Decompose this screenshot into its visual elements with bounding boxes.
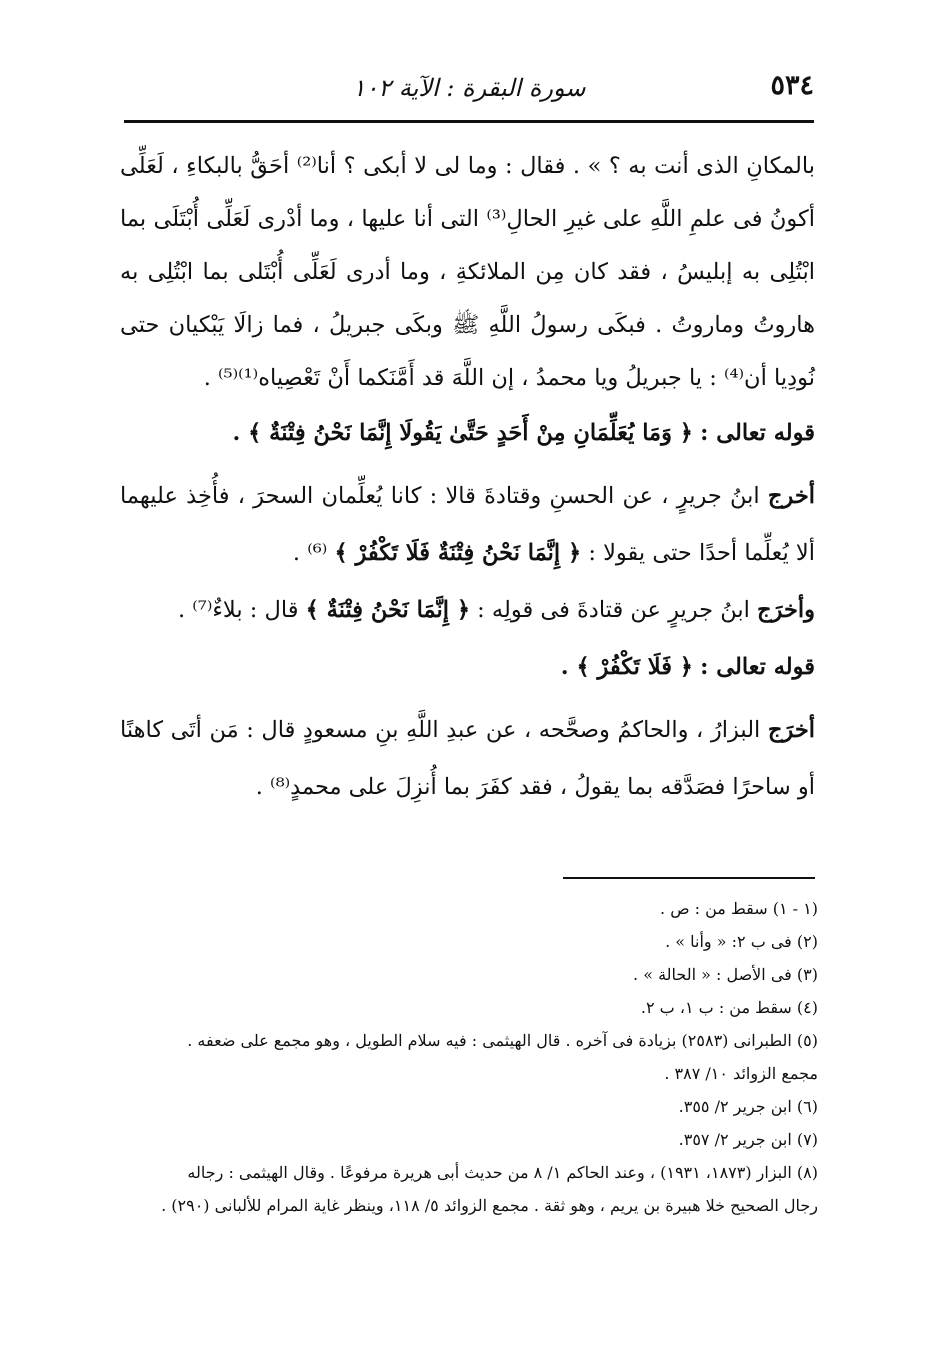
quran-verse: ﴿ إِنَّمَا نَحْنُ فِتْنَةٌ ﴾ bbox=[305, 597, 471, 623]
footnote-line: (٨) البزار (١٨٧٣، ١٩٣١) ، وعند الحاكم ١/ ٨ من حديث أبى هريرة مرفوعًا . وقال الهيثمى : رجاله bbox=[187, 1163, 818, 1182]
paragraph-text: البزارُ ، والحاكمُ وصحَّحه ، عن عبدِ اللَّهِ بنِ مسعودٍ قال : مَن أتَى كاهنًا أو ساحرًا فصَدَّقه بما يقولُ ، فقد كفَرَ بما أُنزِلَ على محمدٍ⁽⁸⁾ . bbox=[120, 717, 815, 800]
paragraph-text: ابنُ جريرٍ ، عن الحسنِ وقتادةَ قالا : كانا يُعلِّمان السحرَ ، فأُخِذ عليهما ألا يُعلِّما أحدًا حتى يقولا : bbox=[120, 483, 815, 566]
footnote-line: رجال الصحيح خلا هبيرة بن يريم ، وهو ثقة . مجمع الزوائد ٥/ ١١٨، وينظر غاية المرام للألبانى (٢٩٠) . bbox=[161, 1196, 818, 1215]
footnote-line: (٢) فى ب ٢: « وأنا » . bbox=[665, 932, 818, 951]
footnote-line: (٤) سقط من : ب ١، ب ٢. bbox=[640, 998, 818, 1017]
paragraph-narration bbox=[120, 468, 815, 582]
narration-lead: أخرج bbox=[767, 483, 815, 509]
narration-lead: وأخرَج bbox=[757, 597, 815, 623]
paragraph-tail: قال : بلاءٌ⁽⁷⁾ . bbox=[177, 597, 299, 623]
footnote-line: (٣) فى الأصل : « الحالة » . bbox=[633, 965, 818, 984]
paragraph-tail: ⁽⁶⁾ . bbox=[292, 540, 328, 566]
page-number: ٥٣٤ bbox=[770, 70, 814, 101]
footnote-line: (٥) الطبرانى (٢٥٨٣) بزيادة فى آخره . قال الهيثمى : فيه سلام الطويل ، وهو مجمع على ضعفه . bbox=[187, 1031, 818, 1050]
quran-verse: ﴿ وَمَا يُعَلِّمَانِ مِنْ أَحَدٍ حَتَّىٰ يَقُولَا إِنَّمَا نَحْنُ فِتْنَةٌ ﴾ . bbox=[232, 420, 693, 446]
footnote-line: (٦) ابن جرير ٢/ ٣٥٥. bbox=[678, 1097, 818, 1116]
narration-lead: أخرَج bbox=[767, 717, 815, 743]
verse-heading-label: قوله تعالى : bbox=[700, 420, 815, 446]
paragraph-text: بالمكانِ الذى أنت به ؟ » . فقال : وما لى لا أبكى ؟ أنا⁽²⁾ أحَقُّ بالبكاءِ ، لَعَلِّى أكونُ فى علمِ اللَّهِ على غيرِ الحالِ⁽³⁾ التى أنا عليها ، وما أدْرى لَعَلِّى أُبْتَلَى بما ابْتُلِى به إبليسُ ، فقد كان مِن الملائكةِ ، وما أدرى لَعَلِّى أُبْتَلى بما ابْتُلِى به هاروتُ وماروتُ . فبكَى رسولُ اللَّهِ ﷺ وبكَى جبريلُ ، فما زالَا يَبْكيان حتى نُودِيا أن⁽⁴⁾ : يا جبريلُ ويا محمدُ ، إن اللَّهَ قد أَمَّنَكما أَنْ تَعْصِياه⁽¹⁾⁽⁵⁾ . bbox=[120, 153, 816, 391]
page-header bbox=[124, 62, 814, 110]
paragraph-narration bbox=[120, 582, 815, 639]
main-text bbox=[120, 140, 815, 816]
running-title: سورة البقرة : الآية ١٠٢ bbox=[352, 74, 586, 102]
paragraph-verse-heading bbox=[120, 405, 815, 462]
footnote-line: مجمع الزوائد ١٠/ ٣٨٧ . bbox=[664, 1064, 818, 1083]
paragraph-hadith-continuation bbox=[120, 140, 815, 405]
footnotes bbox=[118, 892, 818, 1222]
quran-verse: ﴿ إِنَّمَا نَحْنُ فِتْنَةٌ فَلَا تَكْفُرْ ﴾ bbox=[334, 540, 582, 566]
paragraph-text: ابنُ جريرٍ عن قتادةَ فى قولِه : bbox=[477, 597, 750, 623]
verse-heading-label: قوله تعالى : bbox=[700, 654, 815, 680]
footnote-line: (٧) ابن جرير ٢/ ٣٥٧. bbox=[678, 1130, 818, 1149]
footnote-line: (١ - ١) سقط من : ص . bbox=[660, 899, 818, 918]
header-rule bbox=[124, 120, 814, 123]
paragraph-narration bbox=[120, 702, 815, 816]
quran-verse: ﴿ فَلَا تَكْفُرْ ﴾ . bbox=[560, 654, 693, 680]
paragraph-verse-heading bbox=[120, 639, 815, 696]
footnote-rule bbox=[563, 877, 815, 879]
